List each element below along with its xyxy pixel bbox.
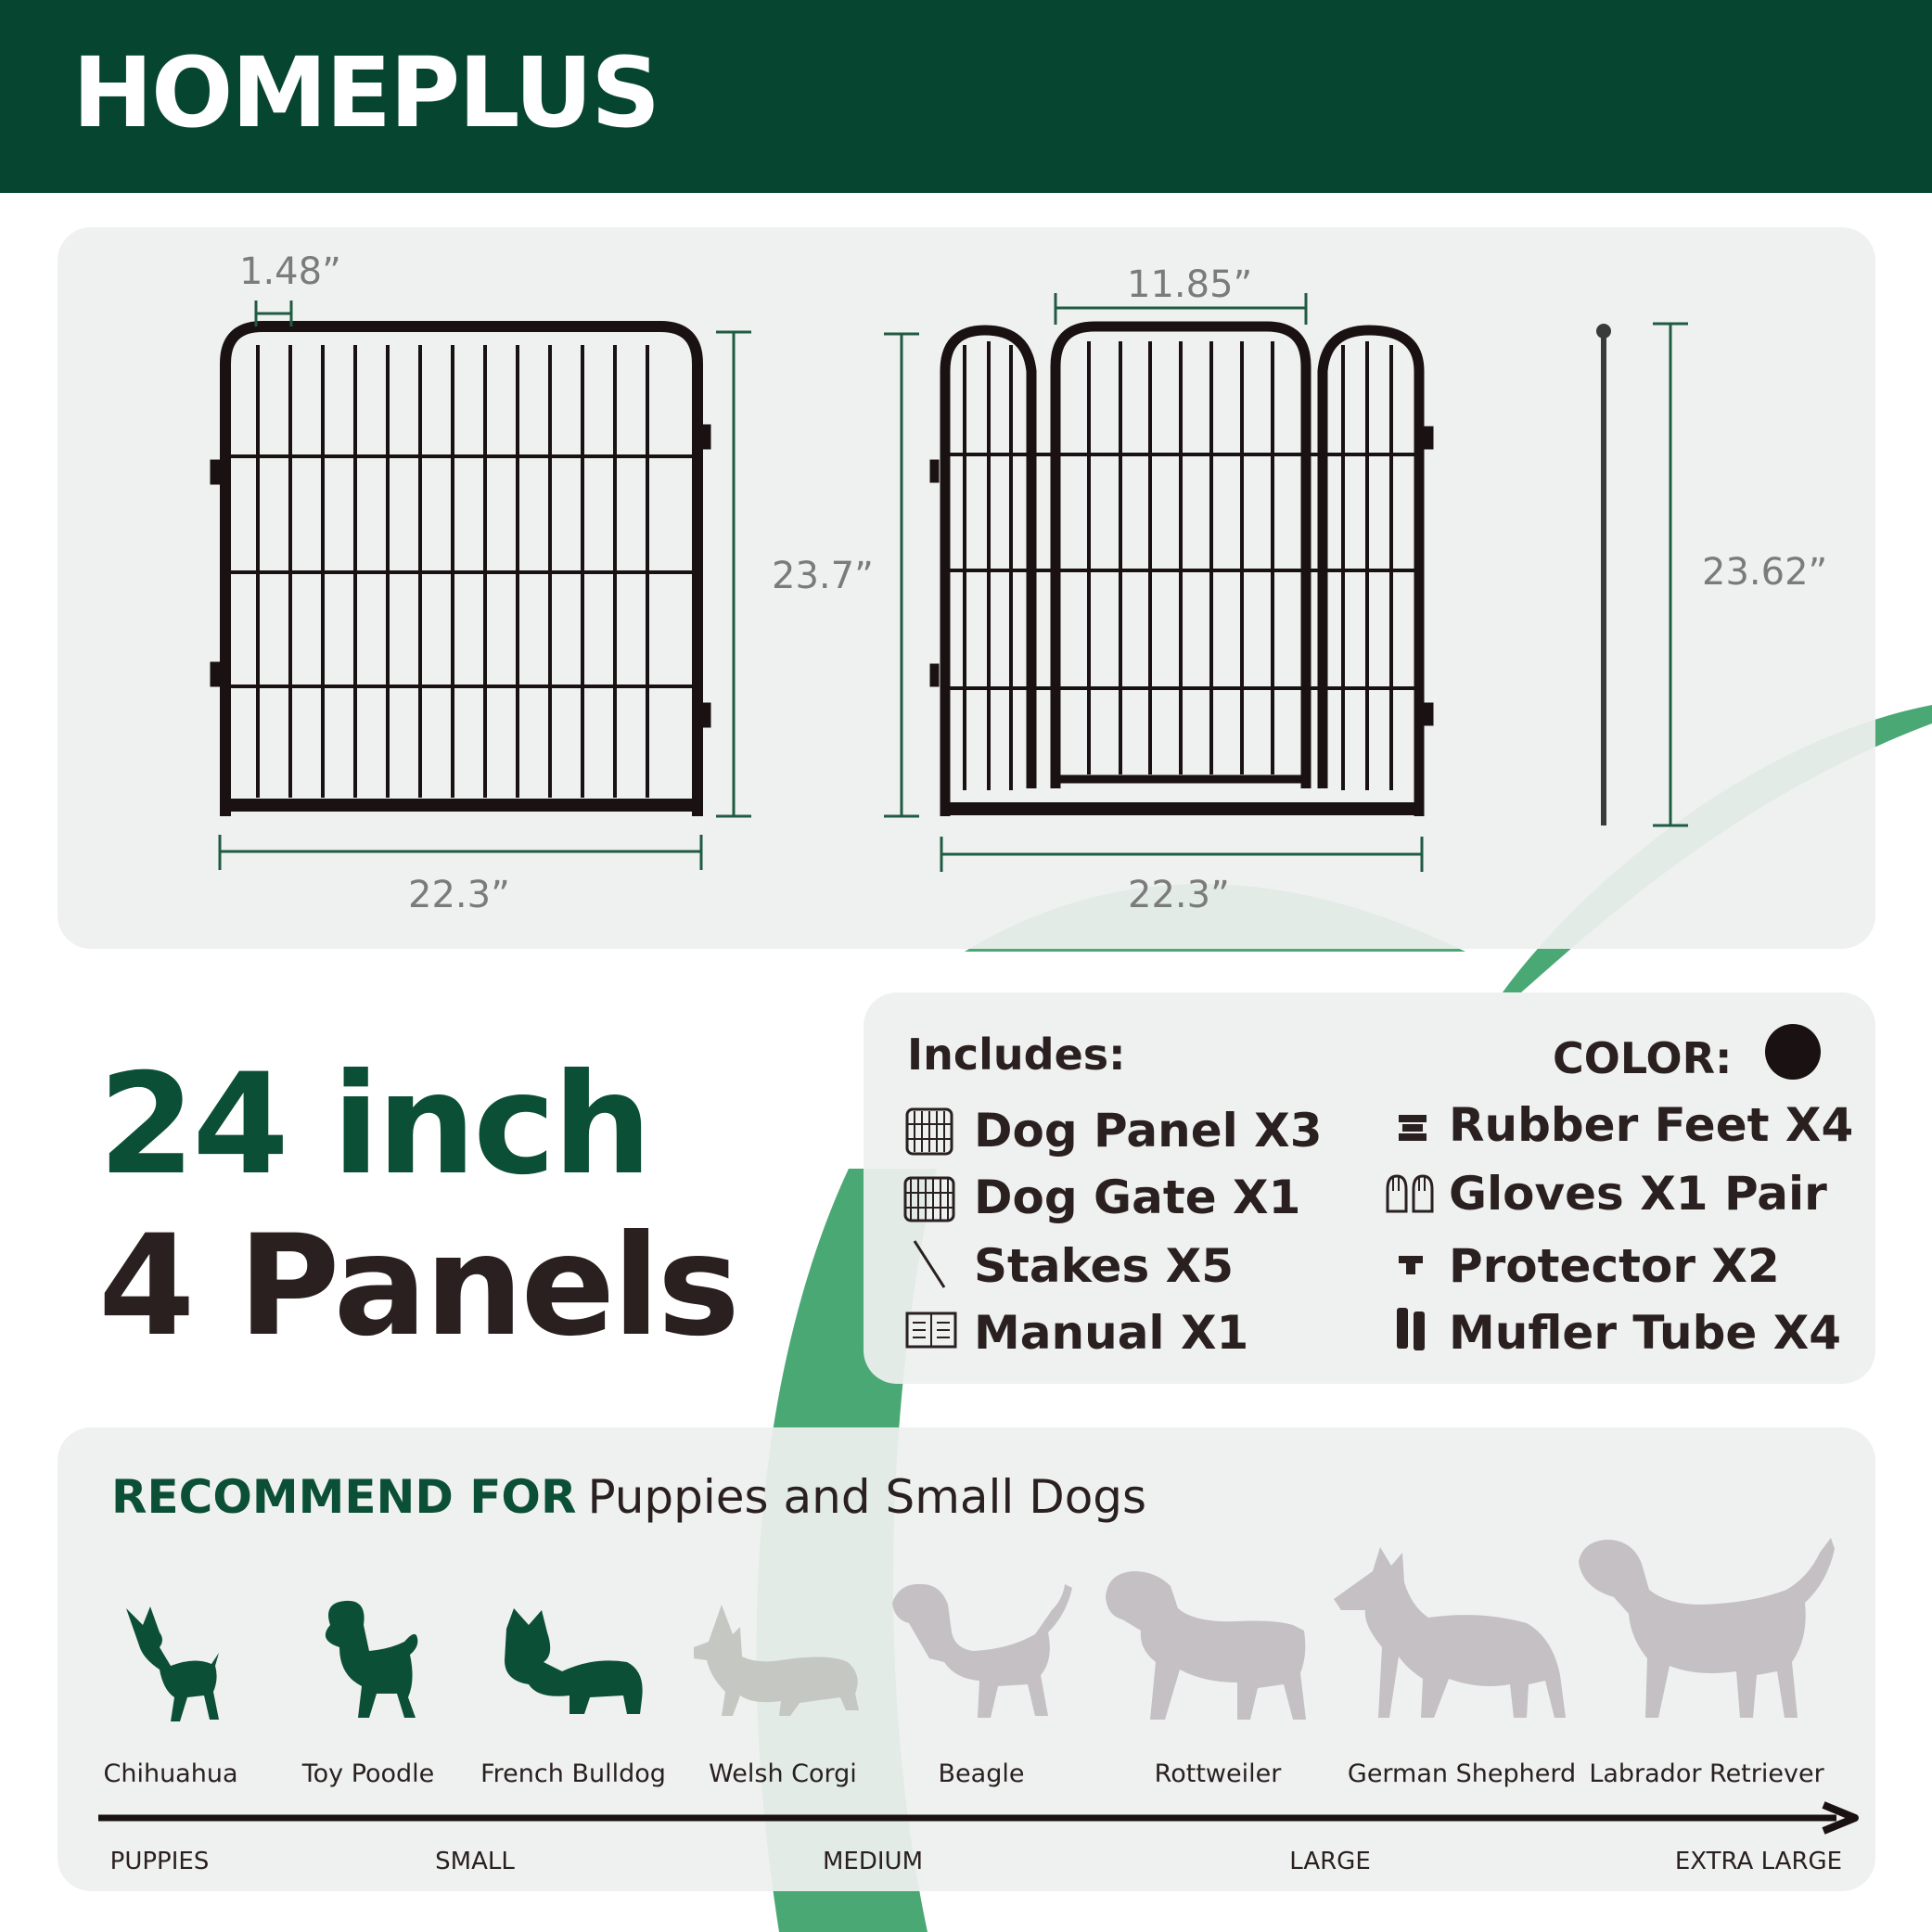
breed-chihuahua: Chihuahua [103, 1759, 238, 1788]
include-protector: Protector X2 [1449, 1239, 1780, 1293]
include-dog-gate: Dog Gate X1 [974, 1171, 1301, 1224]
include-stakes: Stakes X5 [974, 1239, 1234, 1293]
recommend-label: RECOMMEND FOR [111, 1470, 577, 1524]
include-dog-panel: Dog Panel X3 [974, 1104, 1323, 1158]
stake-height-dimension: 23.62” [1702, 551, 1828, 594]
size-large: LARGE [1289, 1848, 1371, 1875]
size-puppies: PUPPIES [109, 1848, 210, 1875]
size-extra-large: EXTRA LARGE [1674, 1848, 1843, 1875]
gate-opening-dimension: 11.85” [1127, 263, 1253, 306]
panel-bar-dimension: 1.48” [239, 250, 341, 293]
panel-height-dimension: 23.7” [772, 555, 874, 597]
panel-width-dimension: 22.3” [408, 874, 510, 916]
panels-headline: 4 Panels [98, 1206, 737, 1367]
size-medium: MEDIUM [822, 1848, 924, 1875]
breed-german-shepherd: German Shepherd [1347, 1759, 1577, 1788]
include-gloves: Gloves X1 Pair [1449, 1167, 1827, 1221]
size-small: SMALL [435, 1848, 515, 1875]
include-mufler-tube: Mufler Tube X4 [1449, 1306, 1842, 1360]
gate-width-dimension: 22.3” [1128, 874, 1230, 916]
include-rubber-feet: Rubber Feet X4 [1449, 1098, 1854, 1152]
breed-rottweiler: Rottweiler [1154, 1759, 1282, 1788]
includes-title: Includes: [907, 1030, 1126, 1080]
size-headline: 24 inch [98, 1044, 649, 1206]
breed-toy-poodle: Toy Poodle [301, 1759, 435, 1788]
recommend-value: Puppies and Small Dogs [587, 1470, 1147, 1524]
brand-logo-text: HOMEPLUS [72, 36, 659, 149]
include-manual: Manual X1 [974, 1306, 1249, 1360]
breed-welsh-corgi: Welsh Corgi [709, 1759, 857, 1788]
breed-french-bulldog: French Bulldog [480, 1759, 666, 1788]
color-label: COLOR: [1553, 1033, 1733, 1083]
breed-beagle: Beagle [938, 1759, 1025, 1788]
breed-labrador-retriever: Labrador Retriever [1589, 1759, 1824, 1788]
